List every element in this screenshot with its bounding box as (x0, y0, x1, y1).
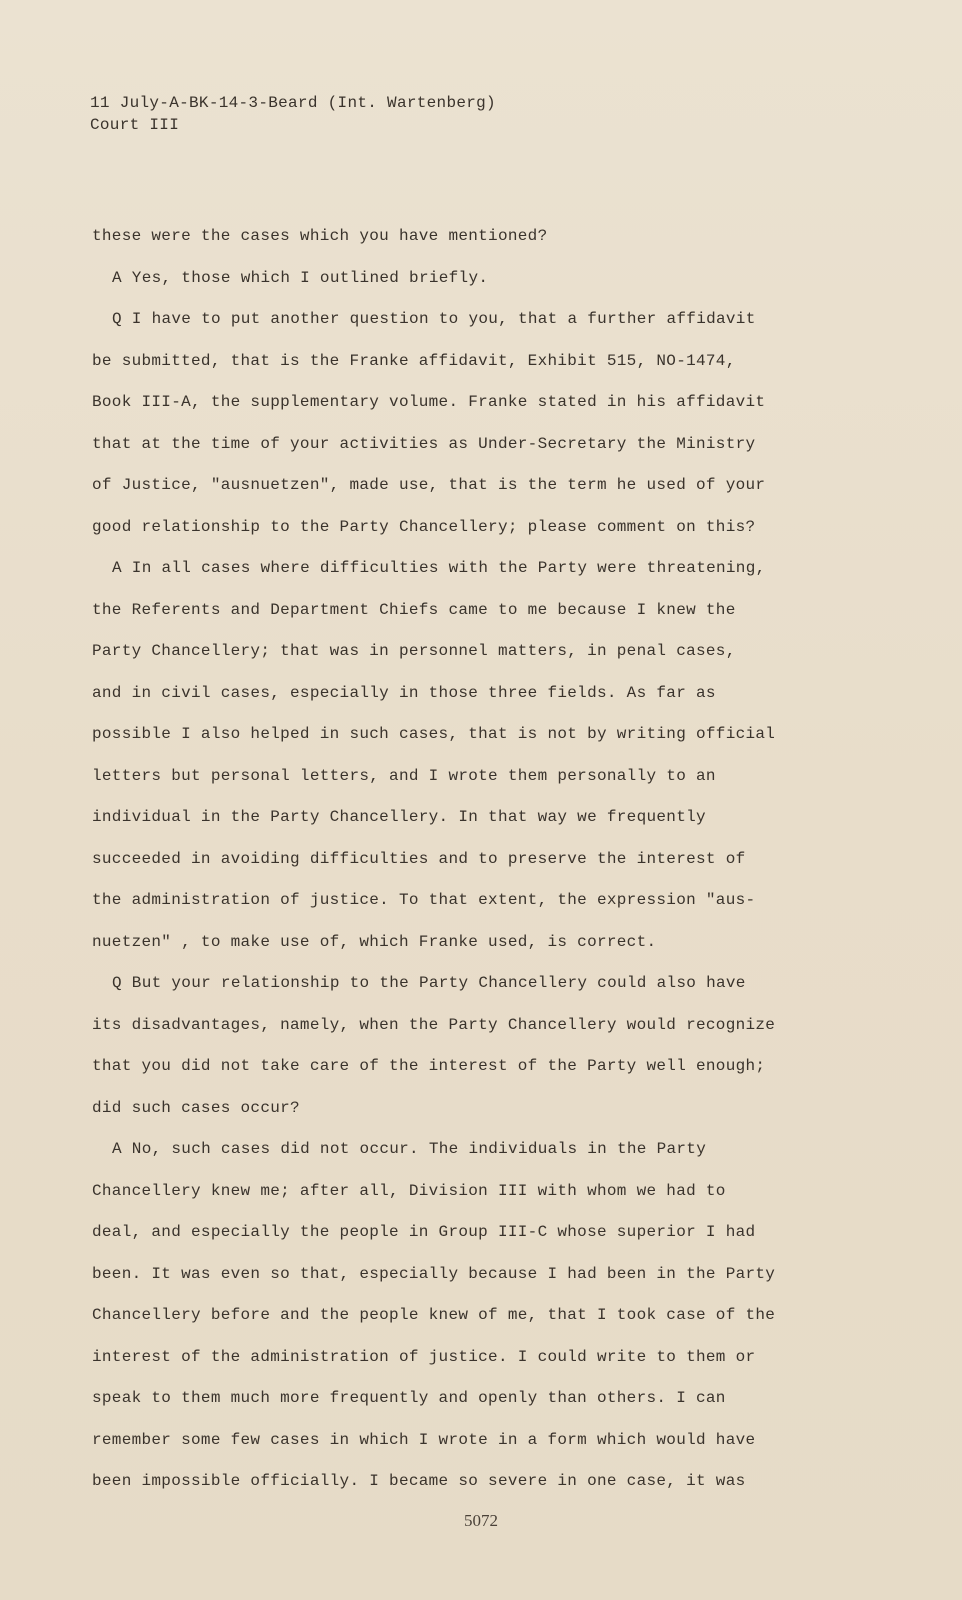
text-line: Party Chancellery; that was in personnel matters, in penal cases, (92, 642, 736, 660)
text-line: been impossible officially. I became so severe in one case, it was (92, 1472, 746, 1490)
text-line: remember some few cases in which I wrote in a form which would have (92, 1430, 756, 1449)
text-line: A Yes, those which I outlined briefly. (112, 268, 489, 287)
text-line: and in civil cases, especially in those three fields. As far as (92, 683, 716, 702)
text-line: its disadvantages, namely, when the Party Chancellery would recognize (92, 1015, 776, 1034)
text-line: be submitted, that is the Franke affidavit, Exhibit 515, NO-1474, (92, 351, 736, 370)
text-line: the administration of justice. To that extent, the expression "aus- (92, 891, 756, 909)
text-line: good relationship to the Party Chancellery; please comment on this? (92, 517, 756, 536)
text-line: deal, and especially the people in Group III-C whose superior I had (92, 1223, 756, 1241)
text-line: Q I have to put another question to you, that a further affidavit (112, 310, 756, 328)
text-line: did such cases occur? (92, 1098, 300, 1117)
text-line: Chancellery before and the people knew of me, that I took case of the (92, 1306, 776, 1324)
text-line: speak to them much more frequently and openly than others. I can (92, 1389, 726, 1407)
text-line: A No, such cases did not occur. The individuals in the Party (112, 1140, 707, 1158)
text-line: Q But your relationship to the Party Chancellery could also have (112, 974, 746, 992)
text-line: succeeded in avoiding difficulties and to preserve the interest of (92, 849, 746, 868)
text-line: these were the cases which you have mentioned? (92, 227, 548, 245)
text-line: that at the time of your activities as Under-Secretary the Ministry (92, 434, 756, 453)
header-court: Court III (90, 116, 180, 134)
text-line: letters but personal letters, and I wrote them personally to an (92, 766, 716, 785)
text-line: been. It was even so that, especially because I had been in the Party (92, 1264, 776, 1283)
page-number: 5072 (464, 1511, 498, 1530)
text-line: nuetzen" , to make use of, which Franke used, is correct. (92, 932, 657, 951)
text-line: Book III-A, the supplementary volume. Franke stated in his affidavit (92, 393, 766, 411)
text-line: that you did not take care of the interest of the Party well enough; (92, 1057, 766, 1075)
text-line: interest of the administration of justice. I could write to them or (92, 1347, 756, 1366)
text-line: possible I also helped in such cases, that is not by writing official (92, 725, 776, 743)
text-line: individual in the Party Chancellery. In that way we frequently (92, 808, 706, 826)
document-header (90, 92, 496, 136)
text-line: the Referents and Department Chiefs came to me because I knew the (92, 600, 736, 619)
text-line: Chancellery knew me; after all, Division III with whom we had to (92, 1181, 726, 1200)
header-reference: 11 July-A-BK-14-3-Beard (Int. Wartenberg) (90, 94, 496, 112)
transcript-body (92, 216, 837, 1503)
text-line: of Justice, "ausnuetzen", made use, that is the term he used of your (92, 476, 766, 494)
text-line: A In all cases where difficulties with the Party were threatening, (112, 559, 766, 577)
